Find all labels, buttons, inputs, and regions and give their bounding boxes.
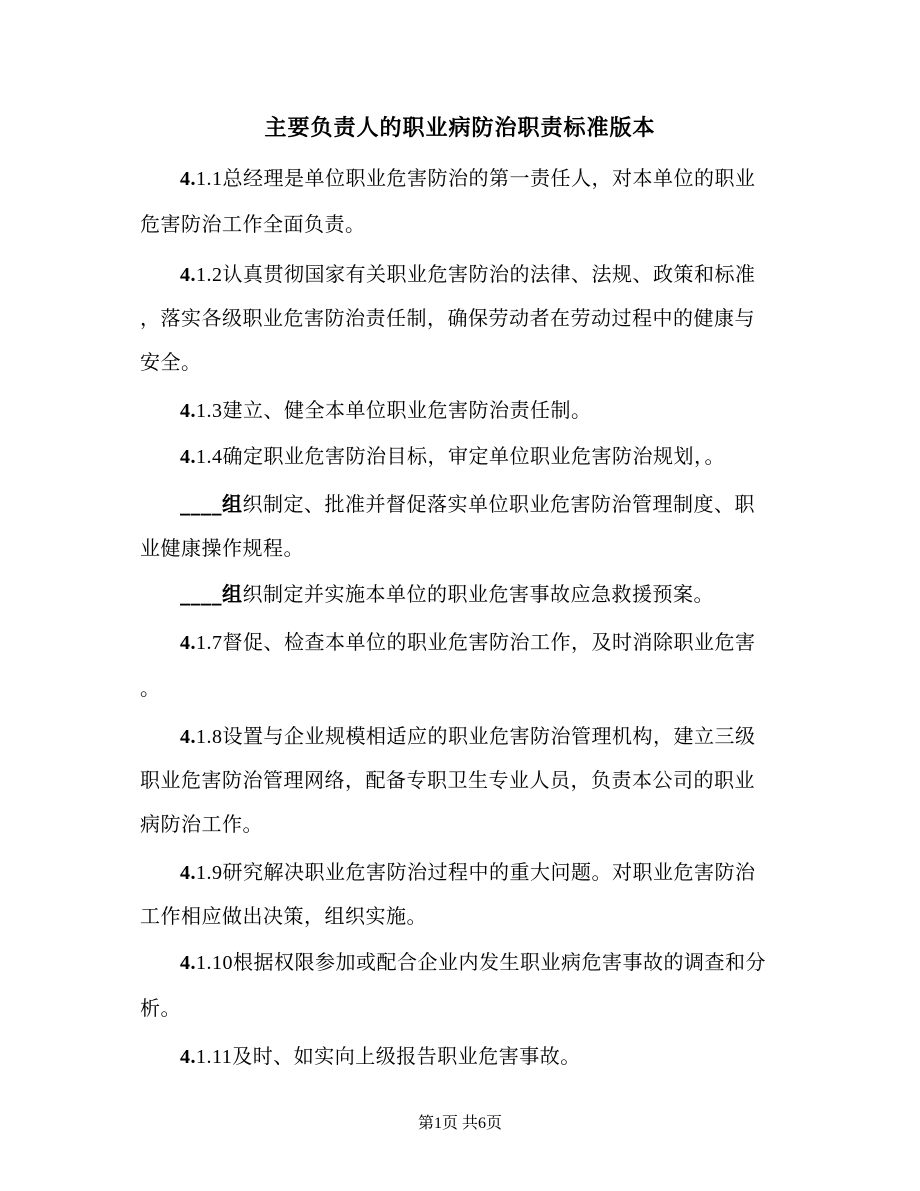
paragraph-4-1-1-line-2: 危害防治工作全面负责。 [140,212,366,236]
clause-text: 研究解决职业危害防治过程中的重大问题。对职业危害防治 [222,860,756,884]
clause-text: 认真贯彻国家有关职业危害防治的法律、法规、政策和标准 [222,262,756,286]
paragraph-4-1-10-line-1 [180,946,766,979]
paragraph-4-1-7-line-1 [180,626,756,659]
clause-number-rest: 1.4 [196,446,223,468]
clause-number: 4. [180,264,196,286]
clause-number: 4. [180,952,196,974]
clause-number: 4. [180,726,196,748]
clause-text: 建立、健全本单位职业危害防治责任制。 [222,398,592,422]
paragraph-4-1-9-line-2: 工作相应做出决策，组织实施。 [140,904,427,928]
clause-text: 确定职业危害防治目标，审定单位职业危害防治规划，。 [222,444,725,468]
paragraph-4-1-4-line-1 [180,440,725,473]
clause-number-rest: 1.7 [196,632,223,654]
paragraph-blank-1-line-1 [180,488,755,520]
clause-text: 织制定、批准并督促落实单位职业危害防治管理制度、职 [242,492,755,516]
clause-text: 总经理是单位职业危害防治的第一责任人，对本单位的职业 [222,166,756,190]
clause-number-rest: 1.1 [196,168,223,190]
clause-number-rest: 1.2 [196,264,223,286]
paragraph-4-1-1-line-1 [180,162,756,195]
clause-number-rest: 1.10 [196,952,233,974]
clause-number-rest: 1.9 [196,862,223,884]
clause-lead: 组 [222,582,243,606]
clause-text: 督促、检查本单位的职业危害防治工作，及时消除职业危害 [222,630,756,654]
blank-field: ____ [180,582,222,606]
clause-text: 设置与企业规模相适应的职业危害防治管理机构，建立三级 [222,724,756,748]
clause-number-rest: 1.11 [196,1046,233,1068]
paragraph-4-1-2-line-2: ，落实各级职业危害防治责任制，确保劳动者在劳动过程中的健康与 [140,306,755,330]
paragraph-4-1-3-line-1 [180,394,592,427]
paragraph-4-1-9-line-1 [180,856,756,889]
clause-number: 4. [180,1046,196,1068]
clause-text: 及时、如实向上级报告职业危害事故。 [232,1044,581,1068]
clause-text: 根据权限参加或配合企业内发生职业病危害事故的调查和分 [233,950,766,974]
clause-number: 4. [180,168,196,190]
clause-lead: 组 [222,492,243,516]
paragraph-4-1-11-line-1 [180,1040,581,1073]
paragraph-4-1-2-line-3: 安全。 [140,350,202,374]
paragraph-4-1-10-line-2: 析。 [140,996,181,1020]
clause-number-rest: 1.8 [196,726,223,748]
paragraph-4-1-7-line-2: 。 [140,676,161,700]
paragraph-4-1-8-line-3: 病防治工作。 [140,812,263,836]
clause-number: 4. [180,446,196,468]
paragraph-blank-1-line-2: 业健康操作规程。 [140,536,304,560]
paragraph-blank-2-line-1 [180,578,714,610]
page-number-footer: 第1页 共6页 [417,1115,502,1132]
clause-text: 织制定并实施本单位的职业危害事故应急救援预案。 [242,582,714,606]
paragraph-4-1-8-line-1 [180,720,756,753]
clause-number: 4. [180,632,196,654]
blank-field: ____ [180,492,222,516]
paragraph-4-1-8-line-2: 职业危害防治管理网络，配备专职卫生专业人员，负责本公司的职业 [140,768,755,792]
clause-number: 4. [180,862,196,884]
paragraph-4-1-2-line-1 [180,258,756,291]
document-title: 主要负责人的职业病防治职责标准版本 [264,115,656,141]
clause-number: 4. [180,400,196,422]
clause-number-rest: 1.3 [196,400,223,422]
